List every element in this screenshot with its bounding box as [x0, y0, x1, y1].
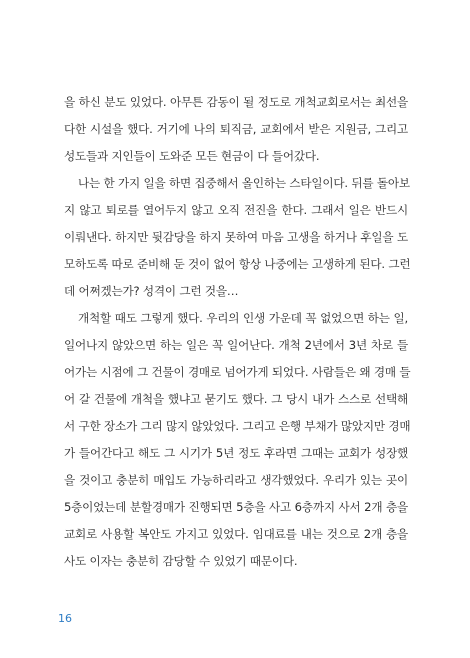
text-line: 을 하신 분도 있었다. 아무튼 감동이 될 정도로 개척교회로서는 최선을 [64, 95, 408, 109]
page-number: 16 [58, 612, 72, 625]
text-line: 이뤄낸다. 하지만 뒷감당을 하지 못하여 마음 고생을 하거나 후일을 도 [64, 230, 408, 244]
text-line: 을 것이고 충분히 매입도 가능하리라고 생각했었다. 우리가 있는 곳이 [64, 473, 408, 487]
text-line: 다한 시설을 했다. 거기에 나의 퇴직금, 교회에서 받은 지원금, 그리고 [64, 122, 408, 136]
text-line: 어 갈 건물에 개척을 했냐고 묻기도 했다. 그 당시 내가 스스로 선택해 [64, 392, 408, 406]
text-line: 지 않고 퇴로를 열어두지 않고 오직 전진을 한다. 그래서 일은 반드시 [64, 203, 408, 217]
text-line: 5층이었는데 분할경매가 진행되면 5층을 사고 6층까지 사서 2개 층을 [64, 500, 408, 514]
text-line: 성도들과 지인들이 도와준 모든 현금이 다 들어갔다. [64, 149, 320, 163]
text-line: 일어나지 않았으면 하는 일은 꼭 일어난다. 개척 2년에서 3년 차로 들 [64, 338, 408, 352]
text-line: 모하도록 따로 준비해 둔 것이 없어 항상 나중에는 고생하게 된다. 그런 [64, 257, 411, 271]
text-line: 가 들어간다고 해도 그 시기가 5년 정도 후라면 그때는 교회가 성장했 [64, 446, 408, 460]
text-line: 서 구한 장소가 그리 많지 않았었다. 그리고 은행 부채가 많았지만 경매 [64, 419, 411, 433]
text-line: 어가는 시점에 그 건물이 경매로 넘어가게 되었다. 사람들은 왜 경매 들 [64, 365, 411, 379]
text-line: 나는 한 가지 일을 하면 집중해서 올인하는 스타일이다. 뒤를 돌아보 [78, 176, 410, 190]
text-line: 데 어쩌겠는가? 성격이 그런 것을… [64, 284, 239, 298]
text-line: 개척할 때도 그렇게 했다. 우리의 인생 가운데 꼭 없었으면 하는 일, [78, 311, 408, 325]
text-line: 교회로 사용할 복안도 가지고 있었다. 임대료를 내는 것으로 2개 층을 [64, 527, 408, 541]
text-line: 사도 이자는 충분히 감당할 수 있었기 때문이다. [64, 554, 298, 568]
